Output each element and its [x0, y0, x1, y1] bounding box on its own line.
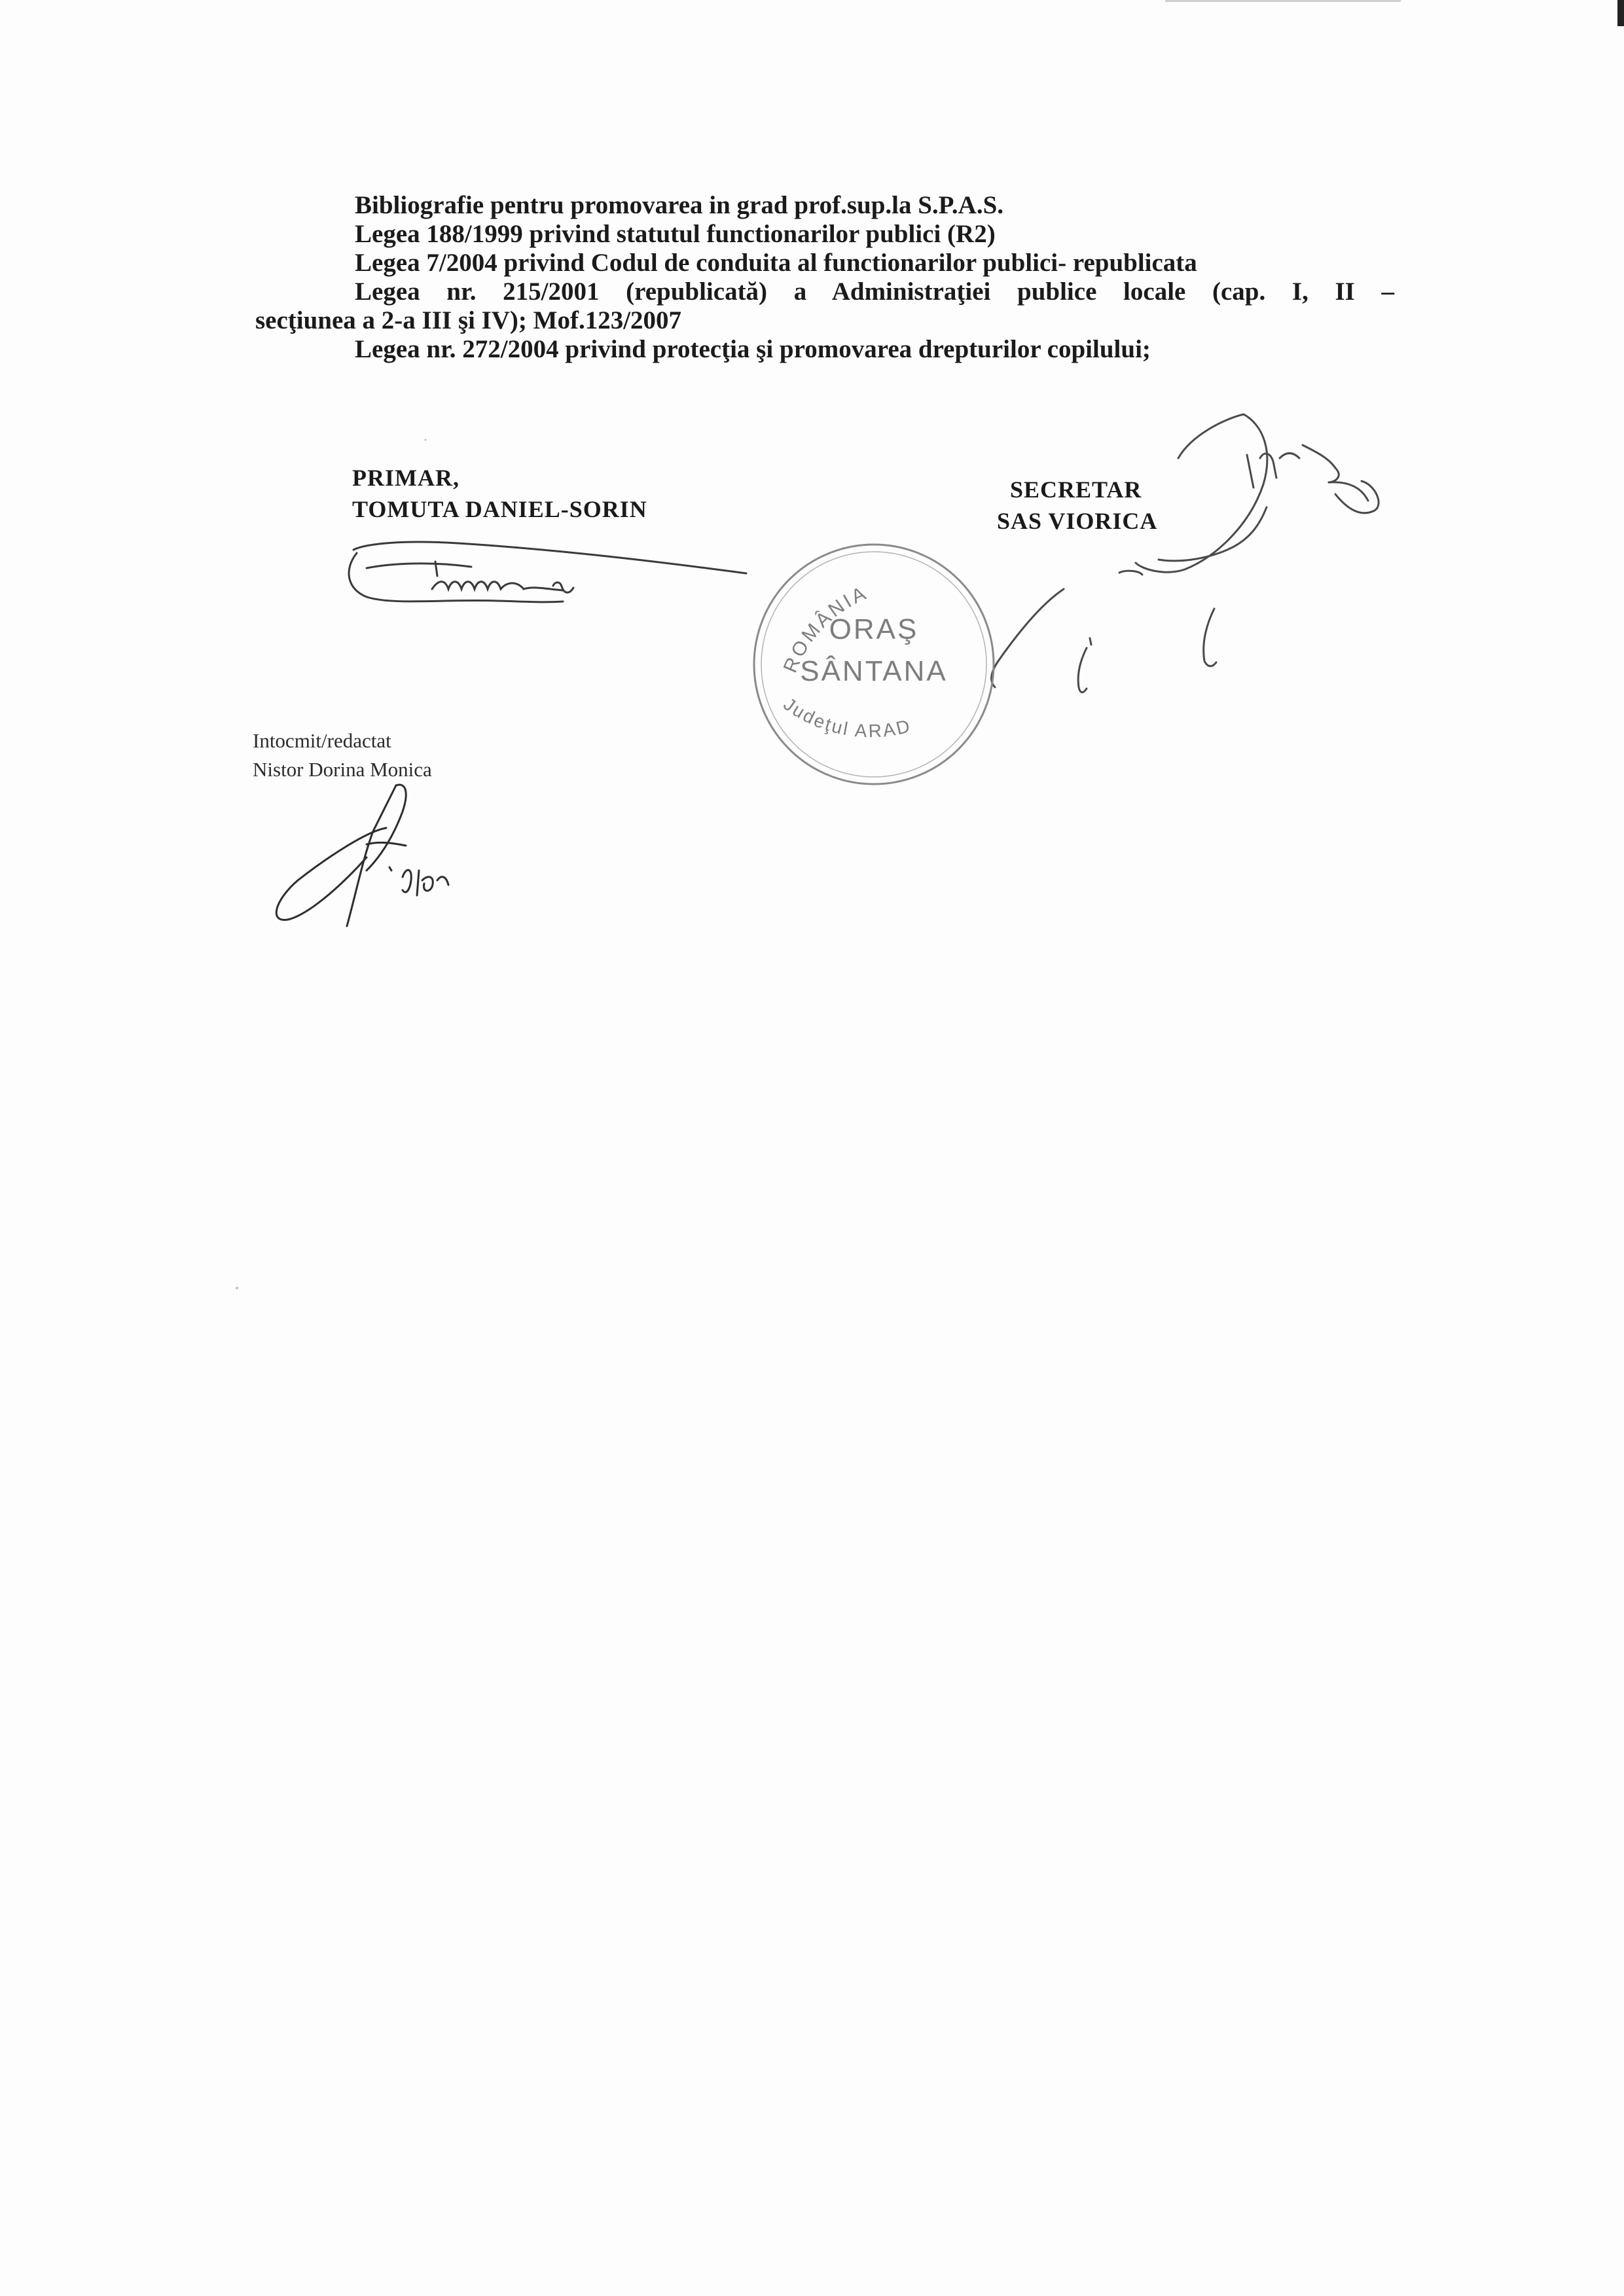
stamp-center-line1: ORAŞ	[829, 613, 919, 645]
mayor-name: TOMUTA DANIEL-SORIN	[352, 496, 647, 522]
mayor-signature	[349, 542, 746, 602]
stamp-center-line2: SÂNTANA	[800, 655, 948, 687]
stamp-top-text: ROMÂNIA	[779, 581, 872, 676]
official-stamp	[754, 545, 994, 784]
bibliography-item-continuation: secţiunea a 2-a III şi IV); Mof.123/2007	[255, 306, 682, 334]
secretary-signature	[992, 414, 1379, 692]
author-signature	[276, 785, 448, 926]
stamp-bottom-text: Judeţul ARAD	[780, 693, 914, 742]
secretary-name: SAS VIORICA	[997, 508, 1158, 534]
bibliography-item: Legea nr. 272/2004 privind protecţia şi promovarea drepturilor copilului;	[355, 335, 1151, 363]
bibliography-item: Legea nr. 215/2001 (republicată) a Administraţiei publice locale (cap. I, II –	[355, 278, 1394, 306]
mayor-role: PRIMAR,	[352, 465, 460, 491]
prepared-by-name: Nistor Dorina Monica	[253, 758, 432, 781]
bibliography-item: Legea 7/2004 privind Codul de conduita al functionarilor publici- republicata	[355, 249, 1197, 277]
secretary-role: SECRETAR	[1010, 476, 1142, 503]
bibliography-item: Legea 188/1999 privind statutul functionarilor publici (R2)	[355, 220, 996, 248]
prepared-by-label: Intocmit/redactat	[253, 729, 391, 752]
bibliography-heading: Bibliografie pentru promovarea in grad prof.sup.la S.P.A.S.	[355, 191, 1004, 219]
scan-specks	[236, 439, 427, 1290]
